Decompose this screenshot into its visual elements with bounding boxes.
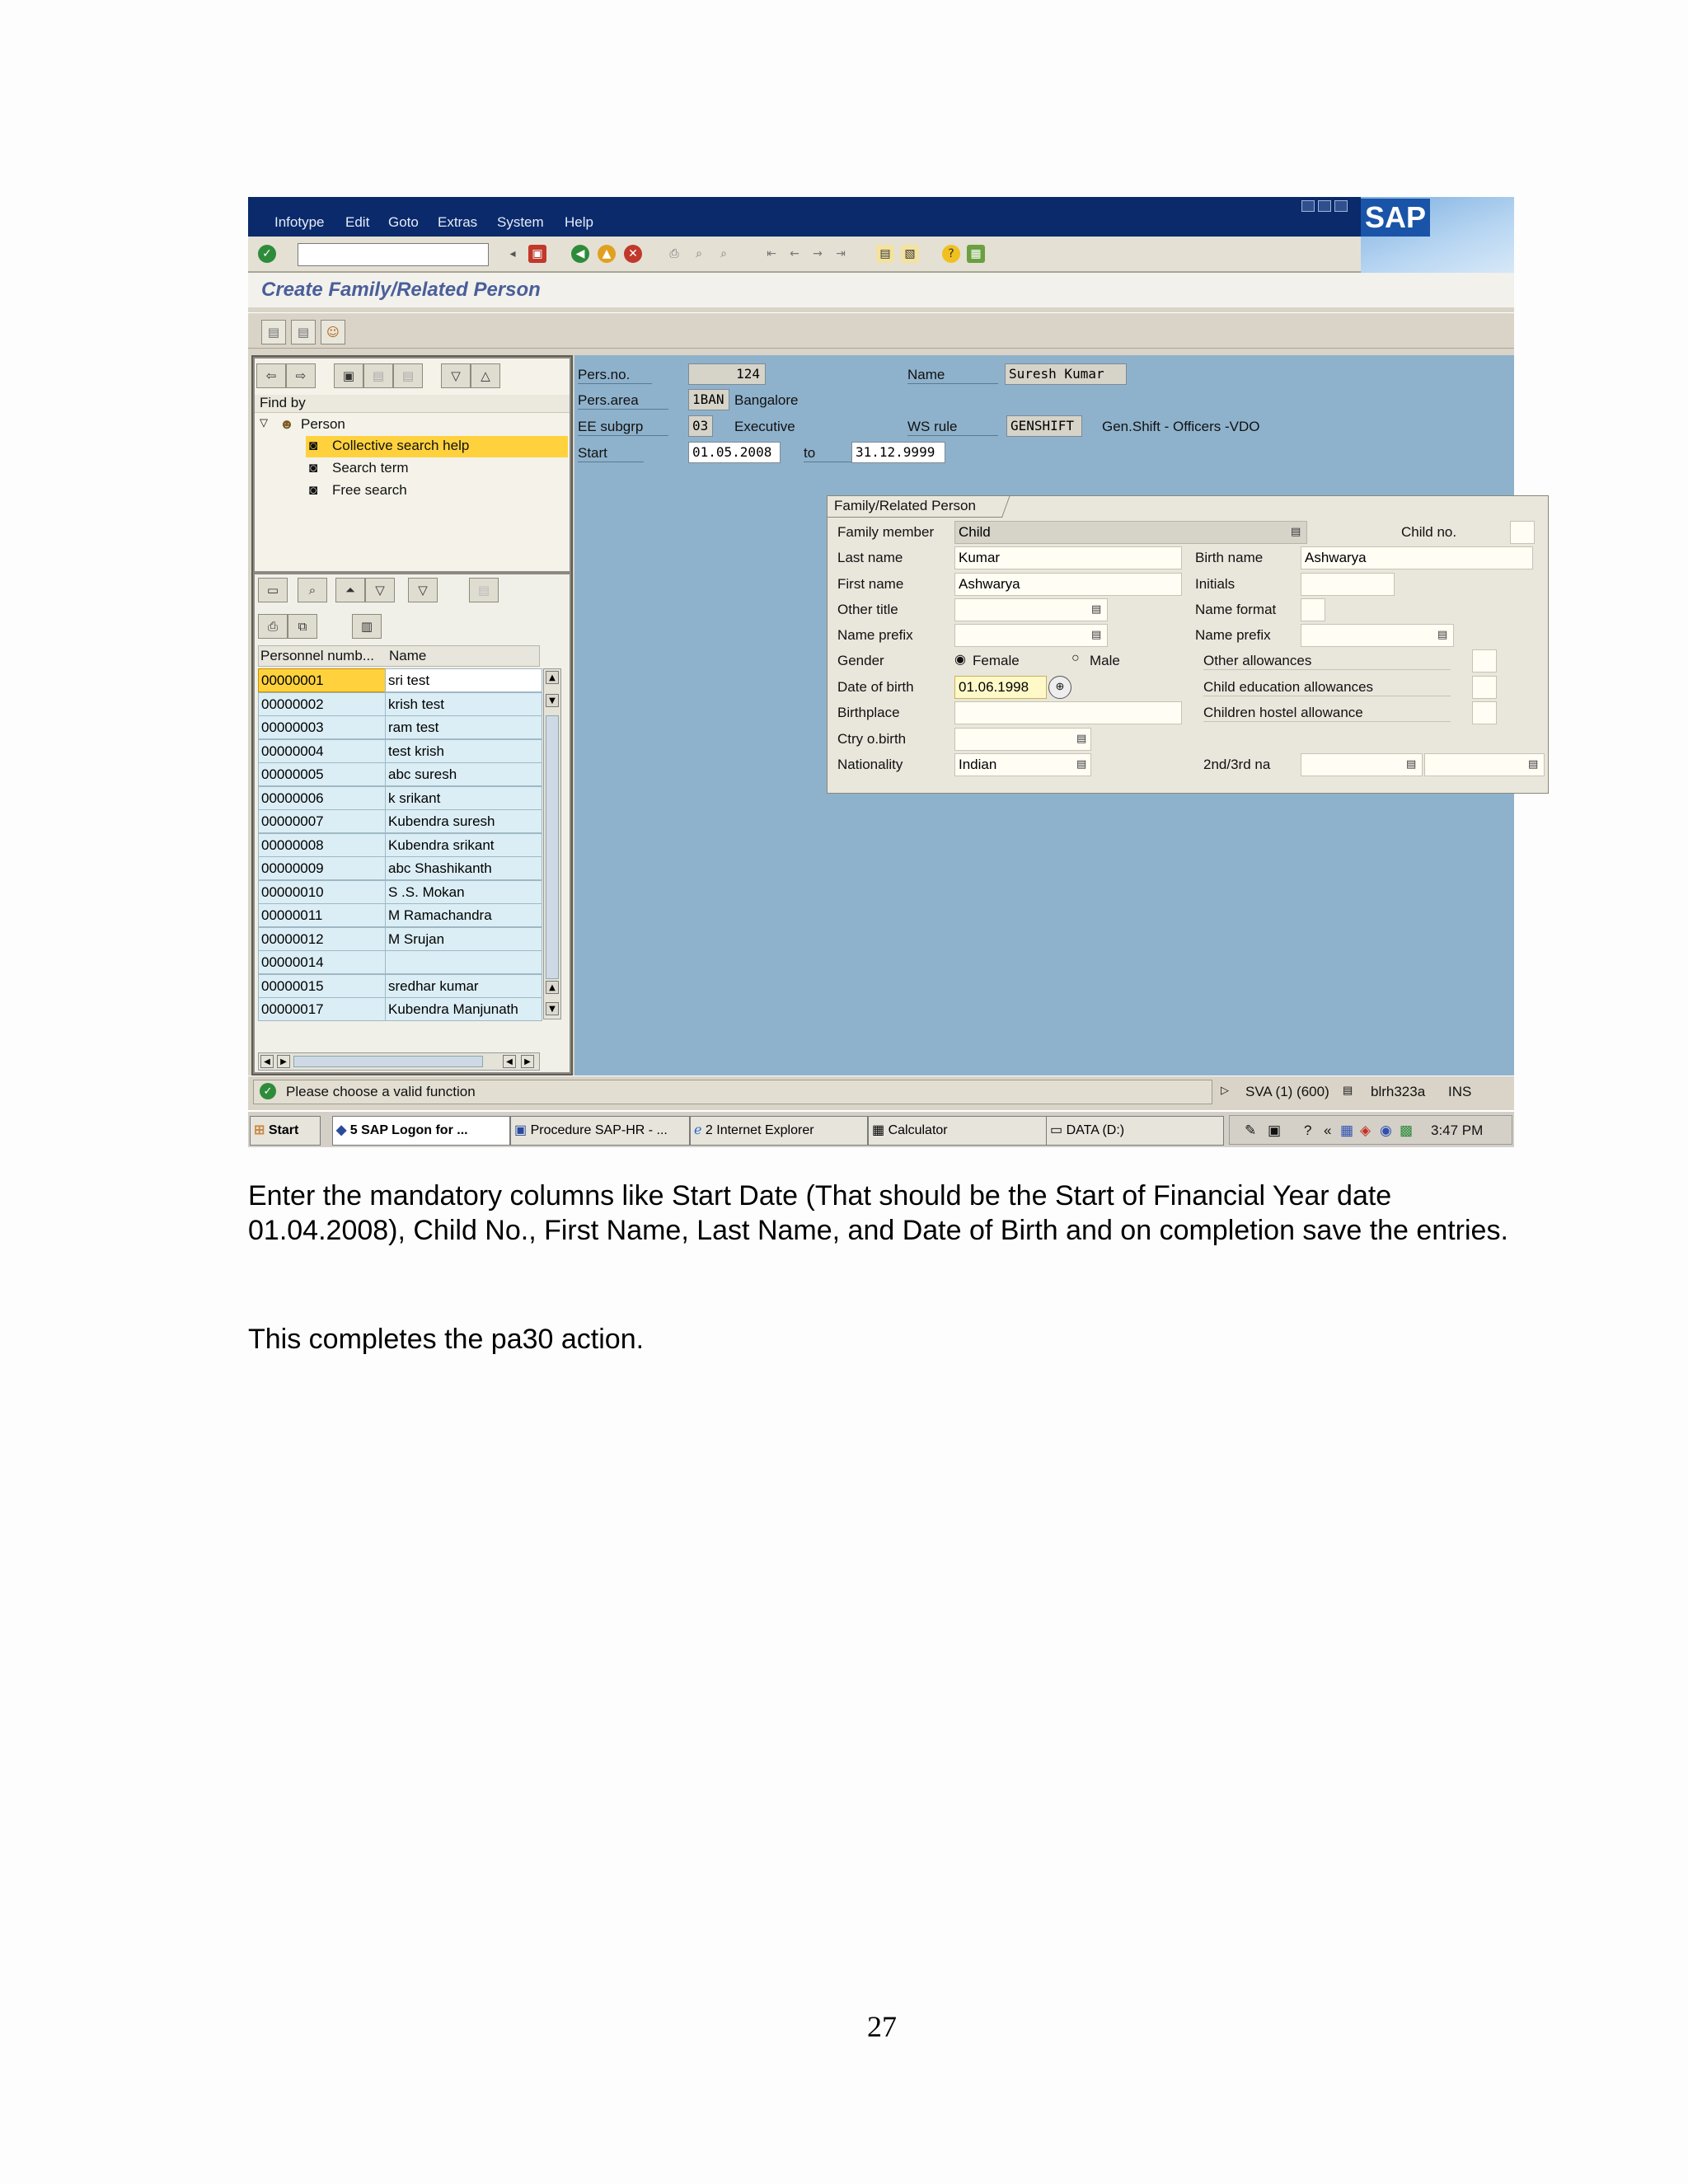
pers-no-field: 124 <box>688 363 766 385</box>
horizontal-scrollbar[interactable] <box>258 1052 540 1071</box>
find-icon[interactable]: ⌕ <box>696 247 702 260</box>
sap-window <box>248 197 1539 1147</box>
last-page-icon[interactable]: ⇥ <box>836 247 846 260</box>
tray-network-icon[interactable]: ▦ <box>1340 1122 1354 1138</box>
details-icon[interactable]: ▤ <box>291 320 316 344</box>
application-toolbar <box>248 312 1514 349</box>
personnel-number-cell[interactable]: 00000007 <box>258 809 387 833</box>
task-ie-label: 2 Internet Explorer <box>705 1123 814 1137</box>
list-rows <box>255 668 540 1047</box>
save-search-icon[interactable]: ▣ <box>334 363 363 388</box>
other-allowances-field[interactable] <box>1472 649 1497 673</box>
binoculars-icon: ◙ <box>309 438 318 453</box>
ie-icon: ℯ <box>694 1123 702 1137</box>
name-label: Name <box>907 367 998 384</box>
drive-icon: ▭ <box>1050 1123 1063 1137</box>
task-procedure[interactable] <box>510 1116 690 1146</box>
initials-field[interactable] <box>1301 573 1395 596</box>
table-row[interactable] <box>258 668 540 692</box>
details-view-icon[interactable]: ▭ <box>258 578 288 602</box>
pers-no-label: Pers.no. <box>578 367 652 384</box>
birthplace-label: Birthplace <box>837 705 900 720</box>
employee-name-cell[interactable]: k srikant <box>385 786 542 810</box>
dropdown-icon[interactable]: ▤ <box>1076 758 1087 771</box>
personnel-number-cell[interactable]: 00000005 <box>258 762 387 786</box>
table-row[interactable] <box>258 903 540 927</box>
name-prefix-label: Name prefix <box>837 627 913 643</box>
nationality-field[interactable]: Indian <box>954 753 1091 776</box>
vertical-scrollbar[interactable] <box>543 668 561 1019</box>
tray-tool-icon[interactable]: ✎ <box>1245 1122 1257 1138</box>
windows-taskbar <box>248 1110 1514 1147</box>
search-tree <box>255 359 570 571</box>
last-name-label: Last name <box>837 550 903 565</box>
tray-security-icon[interactable]: ◈ <box>1360 1122 1372 1138</box>
employee-name-cell[interactable]: Kubendra suresh <box>385 809 542 833</box>
male-radio-label[interactable]: Male <box>1090 653 1120 668</box>
ee-subgrp-label: EE subgrp <box>578 419 668 436</box>
table-row[interactable] <box>258 974 540 998</box>
tree-collective-search[interactable]: Collective search help <box>332 438 470 453</box>
person-group-icon: ☻ <box>279 416 294 432</box>
table-row[interactable] <box>258 786 540 810</box>
layout-list-icon[interactable]: ▥ <box>352 614 382 639</box>
minimize-icon[interactable] <box>1301 200 1315 212</box>
expand-icon[interactable]: ▽ <box>441 363 471 388</box>
tree-free-search[interactable]: Free search <box>332 482 407 498</box>
other-title-label: Other title <box>837 602 898 617</box>
scroll-up-icon[interactable]: ▲ <box>546 671 559 684</box>
table-row[interactable] <box>258 809 540 833</box>
start-button[interactable] <box>250 1116 321 1146</box>
table-row[interactable] <box>258 762 540 786</box>
binoculars-icon: ◙ <box>309 482 318 498</box>
tray-connection-icon[interactable]: ▩ <box>1400 1122 1414 1138</box>
tree-toggle-icon[interactable]: ▽ <box>260 416 268 429</box>
help-icon[interactable]: ? <box>942 245 960 263</box>
table-row[interactable] <box>258 927 540 951</box>
enter-icon[interactable]: ✓ <box>258 245 276 263</box>
personnel-number-cell[interactable]: 00000006 <box>258 786 387 810</box>
person-icon[interactable]: ☺ <box>321 320 345 344</box>
dropdown-icon[interactable]: ▤ <box>1291 526 1301 538</box>
scroll-down-icon[interactable]: ▼ <box>546 694 559 707</box>
start-label: Start <box>578 445 644 462</box>
menu-system[interactable]: System <box>497 214 544 230</box>
name-format-label: Name format <box>1195 602 1277 617</box>
scroll-right-icon[interactable]: ▶ <box>521 1055 534 1068</box>
screen-title-bar <box>248 273 1514 307</box>
scroll-left-icon[interactable]: ◀ <box>260 1055 274 1068</box>
child-education-field[interactable] <box>1472 676 1497 699</box>
employee-name-cell[interactable]: M Srujan <box>385 927 542 951</box>
list-icon[interactable]: ▤ <box>363 363 393 388</box>
task-data-drive[interactable] <box>1046 1116 1224 1146</box>
name-prefix2-label: Name prefix <box>1195 627 1271 643</box>
status-message: Please choose a valid function <box>286 1084 476 1099</box>
table-row[interactable] <box>258 856 540 880</box>
print-list-icon[interactable]: ⎙ <box>258 614 288 639</box>
ctry-birth-label: Ctry o.birth <box>837 731 907 747</box>
first-name-label: First name <box>837 576 904 592</box>
start-date-field[interactable]: 01.05.2008 <box>688 442 781 463</box>
table-row[interactable] <box>258 880 540 904</box>
personnel-number-cell[interactable]: 00000017 <box>258 997 387 1021</box>
task-procedure-label: Procedure SAP-HR - ... <box>530 1123 668 1137</box>
personnel-number-cell[interactable]: 00000014 <box>258 950 387 974</box>
col-header-number[interactable]: Personnel numb... <box>260 648 374 663</box>
layout-icon[interactable]: ▦ <box>967 245 985 263</box>
table-row[interactable] <box>258 950 540 974</box>
ee-subgrp-code: 03 <box>688 415 713 437</box>
family-member-field[interactable]: Child <box>954 521 1307 544</box>
personnel-number-cell[interactable]: 00000015 <box>258 974 387 998</box>
children-hostel-field[interactable] <box>1472 701 1497 724</box>
tree-person[interactable]: Person <box>301 416 345 432</box>
third-nationality-field[interactable] <box>1424 753 1545 776</box>
filter-settings-icon[interactable]: ▽ <box>408 578 438 602</box>
personnel-number-cell[interactable]: 00000011 <box>258 903 387 927</box>
hscroll-thumb[interactable] <box>293 1056 483 1067</box>
status-bar <box>248 1076 1514 1108</box>
tray-monitor-icon[interactable]: ▣ <box>1268 1122 1282 1138</box>
male-radio-icon[interactable]: ○ <box>1071 651 1080 665</box>
scroll-up-icon[interactable]: ▲ <box>546 981 559 994</box>
prev-page-icon[interactable]: ← <box>790 247 799 260</box>
status-expand-icon[interactable]: ▷ <box>1221 1084 1229 1096</box>
scroll-thumb[interactable] <box>546 715 559 979</box>
menu-infotype[interactable]: Infotype <box>274 214 325 230</box>
task-data-drive-label: DATA (D:) <box>1066 1123 1125 1137</box>
save-icon[interactable]: ▣ <box>528 245 546 263</box>
personnel-number-cell[interactable]: 00000001 <box>258 668 387 692</box>
nationality-label: Nationality <box>837 757 903 772</box>
new-session-icon[interactable]: ▤ <box>876 245 894 263</box>
filter-icon[interactable]: ▽ <box>365 578 395 602</box>
employee-name-cell[interactable] <box>385 950 542 974</box>
dropdown-icon[interactable]: ▤ <box>1091 603 1102 616</box>
employee-name-cell[interactable]: test krish <box>385 739 542 763</box>
menu-edit[interactable]: Edit <box>345 214 370 230</box>
personnel-number-cell[interactable]: 00000010 <box>258 880 387 904</box>
employee-name-cell[interactable]: ram test <box>385 715 542 739</box>
start-label: Start <box>268 1123 299 1137</box>
maximize-icon[interactable] <box>1318 200 1331 212</box>
cancel-icon[interactable]: ✕ <box>624 245 642 263</box>
col-header-name[interactable]: Name <box>389 648 427 663</box>
forward-arrow-icon[interactable]: ⇨ <box>286 363 316 388</box>
table-row[interactable] <box>258 833 540 857</box>
second-third-nationality-label: 2nd/3rd na <box>1203 757 1271 772</box>
menu-goto[interactable]: Goto <box>388 214 419 230</box>
table-row[interactable] <box>258 692 540 716</box>
dropdown-icon[interactable]: ▤ <box>1437 629 1448 641</box>
group-title: Family/Related Person <box>834 498 976 513</box>
command-field[interactable] <box>298 243 489 266</box>
completion-paragraph: This completes the pa30 action. <box>248 1324 645 1355</box>
tray-help-icon[interactable]: ? <box>1304 1122 1312 1138</box>
menu-bar <box>248 197 1514 237</box>
sap-logon-icon: ◆ <box>336 1123 347 1137</box>
female-radio-icon[interactable]: ◉ <box>954 653 966 667</box>
standard-toolbar <box>248 237 1361 273</box>
scroll-right-icon[interactable]: ▶ <box>277 1055 290 1068</box>
find-in-list-icon[interactable]: ⌕ <box>298 578 327 602</box>
employee-name-cell[interactable]: abc Shashikanth <box>385 856 542 880</box>
personnel-number-cell[interactable]: 00000009 <box>258 856 387 880</box>
name-format-field[interactable] <box>1301 598 1325 621</box>
personnel-number-cell[interactable]: 00000004 <box>258 739 387 763</box>
task-calculator[interactable] <box>868 1116 1048 1146</box>
birthplace-field[interactable] <box>954 701 1182 724</box>
object-manager <box>251 355 573 1076</box>
status-system[interactable]: SVA (1) (600) <box>1245 1084 1329 1099</box>
child-no-field[interactable] <box>1510 521 1535 544</box>
second-nationality-field[interactable] <box>1301 753 1423 776</box>
female-radio-label[interactable]: Female <box>973 653 1020 668</box>
back-icon[interactable]: ◀ <box>571 245 589 263</box>
scroll-down-icon[interactable]: ▼ <box>546 1002 559 1015</box>
copy-icon[interactable]: ▤ <box>261 320 286 344</box>
children-hostel-label: Children hostel allowance <box>1203 705 1451 722</box>
birth-name-field[interactable]: Ashwarya <box>1301 546 1533 569</box>
screen-title: Create Family/Related Person <box>261 279 541 301</box>
dropdown-icon[interactable]: ▤ <box>1076 733 1087 745</box>
task-internet-explorer[interactable] <box>690 1116 868 1146</box>
menu-extras[interactable]: Extras <box>438 214 478 230</box>
back-arrow-icon[interactable]: ⇦ <box>256 363 286 388</box>
employee-name-cell[interactable]: Kubendra srikant <box>385 833 542 857</box>
calendar-icon[interactable]: ⊕ <box>1048 676 1071 699</box>
first-name-field[interactable]: Ashwarya <box>954 573 1182 596</box>
date-of-birth-field[interactable]: 01.06.1998 <box>954 676 1047 699</box>
other-title-field[interactable] <box>954 598 1108 621</box>
other-allowances-label: Other allowances <box>1203 653 1451 670</box>
menu-help[interactable]: Help <box>565 214 593 230</box>
gender-label: Gender <box>837 653 884 668</box>
end-date-field[interactable]: 31.12.9999 <box>851 442 945 463</box>
status-host: blrh323a <box>1371 1084 1426 1099</box>
name-prefix2-field[interactable] <box>1301 624 1454 647</box>
sap-logo <box>1361 197 1514 273</box>
calculator-icon: ▦ <box>872 1123 885 1137</box>
scroll-left-icon[interactable]: ◀ <box>503 1055 516 1068</box>
find-next-icon[interactable]: ⌕ <box>720 247 727 260</box>
employee-name-cell[interactable]: M Ramachandra <box>385 903 542 927</box>
birth-name-label: Birth name <box>1195 550 1264 565</box>
employee-name-cell[interactable]: krish test <box>385 692 542 716</box>
status-dropdown-icon[interactable]: ▤ <box>1343 1084 1353 1096</box>
date-of-birth-label: Date of birth <box>837 679 914 695</box>
ws-rule-text: Gen.Shift - Officers -VDO <box>1102 419 1260 434</box>
table-row[interactable] <box>258 997 540 1021</box>
word-icon: ▣ <box>514 1123 528 1137</box>
name-prefix-field[interactable] <box>954 624 1108 647</box>
instruction-paragraph: Enter the mandatory columns like Start Date (That should be the Start of Financial Year date 01.04.2008), Child No., First Name, Last Name, and Date of Birth and on completion save the entries. <box>248 1180 1508 1246</box>
print-icon[interactable]: ⎙ <box>669 247 679 260</box>
personnel-number-cell[interactable]: 00000012 <box>258 927 387 951</box>
employee-name-cell[interactable]: S .S. Mokan <box>385 880 542 904</box>
table-row[interactable] <box>258 739 540 763</box>
tray-clock[interactable]: 3:47 PM <box>1431 1122 1484 1138</box>
initials-label: Initials <box>1195 576 1236 592</box>
tray-expand-icon[interactable]: « <box>1324 1122 1332 1138</box>
windows-logo-icon: ⊞ <box>254 1123 265 1137</box>
task-sap-logon-label: 5 SAP Logon for ... <box>349 1123 468 1137</box>
history-icon[interactable]: ◂ <box>509 247 516 260</box>
find-by-label: Find by <box>260 395 306 410</box>
child-no-label: Child no. <box>1401 524 1457 540</box>
sort-asc-icon[interactable]: ⏶ <box>335 578 365 602</box>
sap-logo-text: SAP <box>1361 199 1430 237</box>
family-member-label: Family member <box>837 524 935 540</box>
name-field: Suresh Kumar <box>1005 363 1127 385</box>
child-education-label: Child education allowances <box>1203 679 1451 696</box>
copy-list-icon[interactable]: ⧉ <box>288 614 317 639</box>
pers-area-label: Pers.area <box>578 392 668 410</box>
binoculars-icon: ◙ <box>309 460 318 476</box>
personnel-number-cell[interactable]: 00000003 <box>258 715 387 739</box>
personnel-number-cell[interactable]: 00000008 <box>258 833 387 857</box>
layout2-icon[interactable]: ▤ <box>393 363 423 388</box>
employee-name-cell[interactable]: sredhar kumar <box>385 974 542 998</box>
collapse-icon[interactable]: △ <box>471 363 500 388</box>
employee-name-cell[interactable]: abc suresh <box>385 762 542 786</box>
pers-area-code: 1BAN <box>688 389 729 410</box>
ws-rule-code: GENSHIFT <box>1006 415 1082 437</box>
status-mode[interactable]: INS <box>1448 1084 1472 1099</box>
first-page-icon[interactable]: ⇤ <box>767 247 776 260</box>
next-page-icon[interactable]: → <box>813 247 823 260</box>
pers-area-text: Bangalore <box>734 392 799 408</box>
exit-icon[interactable]: ▲ <box>598 245 616 263</box>
to-label: to <box>804 445 853 462</box>
tray-messenger-icon[interactable]: ◉ <box>1380 1122 1392 1138</box>
table-row[interactable] <box>258 715 540 739</box>
ws-rule-label: WS rule <box>907 419 998 436</box>
task-sap-logon[interactable] <box>332 1116 510 1146</box>
export-icon[interactable]: ▤ <box>469 578 499 602</box>
system-tray <box>1229 1115 1512 1145</box>
close-icon[interactable] <box>1334 200 1348 212</box>
page-number: 27 <box>867 2010 897 2043</box>
employee-name-cell[interactable]: Kubendra Manjunath <box>385 997 542 1021</box>
last-name-field[interactable]: Kumar <box>954 546 1182 569</box>
family-group-box <box>827 495 1549 794</box>
success-icon: ✓ <box>260 1083 276 1099</box>
list-header <box>258 645 540 667</box>
dropdown-icon[interactable]: ▤ <box>1091 629 1102 641</box>
ctry-birth-field[interactable] <box>954 728 1091 751</box>
task-calculator-label: Calculator <box>888 1123 948 1137</box>
shortcut-icon[interactable]: ▧ <box>901 245 919 263</box>
employee-name-cell[interactable]: sri test <box>385 668 542 692</box>
hit-list <box>255 574 570 1072</box>
dropdown-icon[interactable]: ▤ <box>1406 758 1417 771</box>
ee-subgrp-text: Executive <box>734 419 795 434</box>
dropdown-icon[interactable]: ▤ <box>1528 758 1539 771</box>
personnel-number-cell[interactable]: 00000002 <box>258 692 387 716</box>
tree-search-term[interactable]: Search term <box>332 460 409 476</box>
